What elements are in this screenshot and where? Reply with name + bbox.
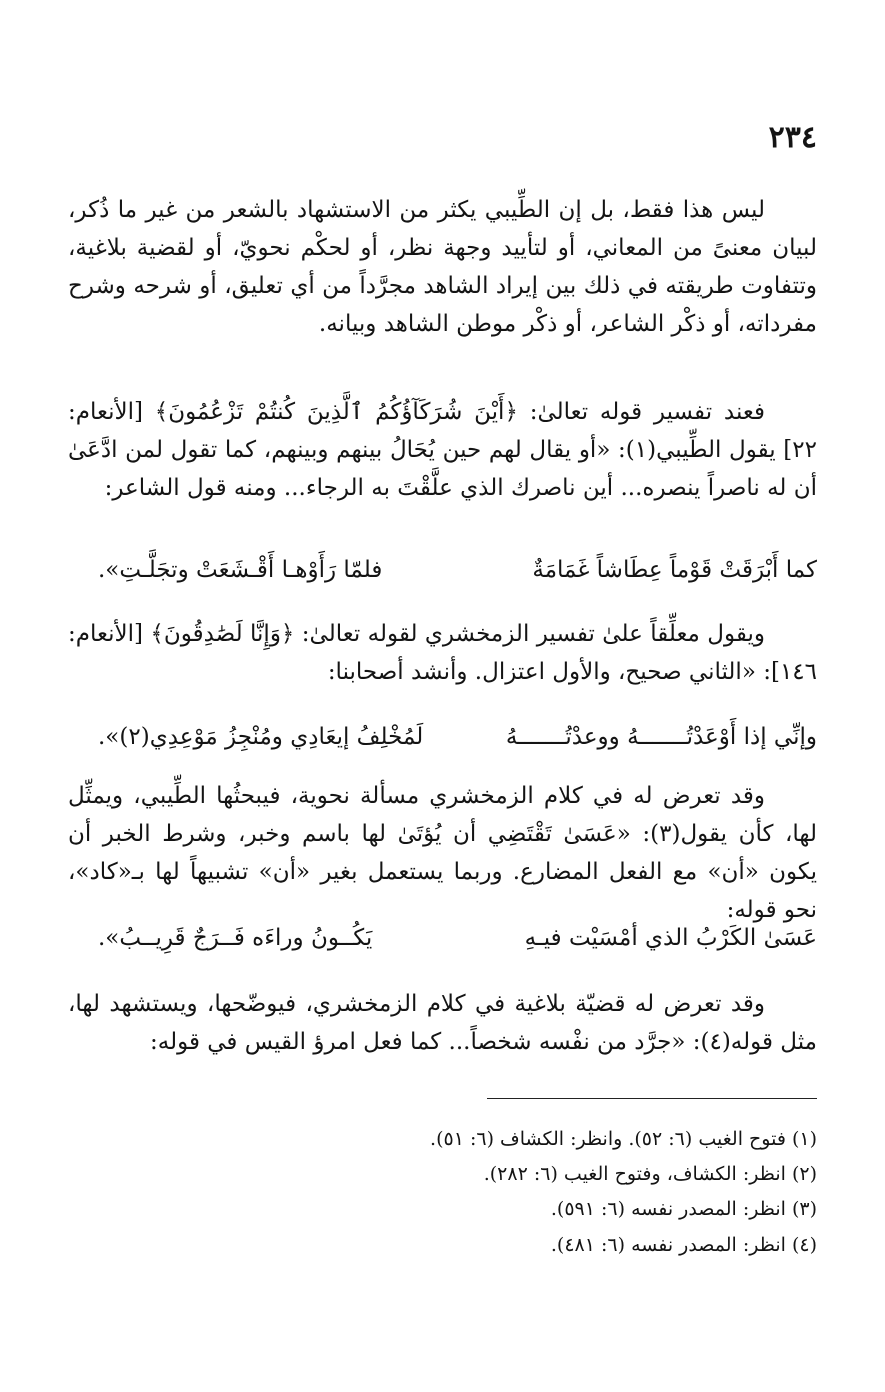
verse-hemistich-left: يَكُــونُ وراءَه فَــرَجٌ قَرِيــبُ». (98, 925, 373, 951)
paragraph-text: ويقول معلِّقاً علىٰ تفسير الزمخشري لقوله تعالىٰ: ﴿وَإِنَّا لَصَٰدِقُونَ﴾ [الأنعام: ١٤٦]: «الثاني صحيح، والأول اعتزال. وأنشد أصحابنا: (68, 621, 817, 685)
footnote-3: (٣) انظر: المصدر نفسه (٦: ٥٩١). (550, 1198, 817, 1220)
paragraph-2 (68, 393, 817, 507)
footnote-separator (487, 1098, 817, 1099)
verse-hemistich-left: لَمُخْلِفُ إيعَادِي ومُنْجِزُ مَوْعِدِي(٢)». (98, 724, 424, 750)
footnote-2: (٢) انظر: الكشاف، وفتوح الغيب (٦: ٢٨٢). (483, 1163, 817, 1185)
verse-hemistich-right: وإنِّي إذا أَوْعَدْتُـــــــهُ ووعدْتُـــــــهُ (505, 724, 817, 750)
paragraph-text: وقد تعرض له قضيّة بلاغية في كلام الزمخشري، فيوضّحها، ويستشهد لها، مثل قوله(٤): «جرَّد من نفْسه شخصاً... كما فعل امرؤ القيس في قوله: (68, 991, 817, 1055)
verse-hemistich-left: فلمّا رَأَوْهـا أَقْـشَعَتْ وتجَلَّـتِ». (98, 557, 383, 583)
paragraph-4 (68, 777, 817, 929)
page-number: ٢٣٤ (768, 120, 817, 155)
verse-hemistich-right: كما أَبْرَقَتْ قَوْماً عِطَاشاً غَمَامَةٌ (532, 557, 817, 583)
paragraph-text: ليس هذا فقط، بل إن الطِّيبي يكثر من الاستشهاد بالشعر من غير ما ذُكر، لبيان معنىً من المعاني، أو لتأييد وجهة نظر، أو لحكْم نحويّ، أو لقضية بلاغية، وتتفاوت طريقته في ذلك بين إيراد الشاهد مجرَّداً من أي تعليق، أو شرحه وشرح مفرداته، أو ذكْر الشاعر، أو ذكْر موطن الشاهد وبيانه. (68, 197, 817, 337)
paragraph-text: فعند تفسير قوله تعالىٰ: ﴿أَيْنَ شُرَكَآؤُكُمُ ٱلَّذِينَ كُنتُمْ تَزْعُمُونَ﴾ [الأنعام: ٢٢] يقول الطِّيبي(١): «أو يقال لهم حين يُحَالُ بينهم وبينهم، كما تقول لمن ادَّعَىٰ أن له ناصراً ينصره... أين ناصرك الذي علَّقْتَ به الرجاء... ومنه قول الشاعر: (68, 399, 817, 501)
verse-1 (98, 550, 817, 590)
paragraph-3 (68, 615, 817, 691)
footnote-4: (٤) انظر: المصدر نفسه (٦: ٤٨١). (550, 1234, 817, 1256)
paragraph-1 (68, 191, 817, 343)
footnote-1: (١) فتوح الغيب (٦: ٥٢). وانظر: الكشاف (٦: ٥١). (430, 1128, 817, 1150)
paragraph-5 (68, 985, 817, 1061)
verse-3 (98, 918, 817, 958)
verse-2 (98, 717, 817, 757)
verse-hemistich-right: عَسَىٰ الكَرْبُ الذي أمْسَيْت فيـهِ (524, 925, 817, 951)
paragraph-text: وقد تعرض له في كلام الزمخشري مسألة نحوية، فيبحثُها الطِّيبي، ويمثِّل لها، كأن يقول(٣): «عَسَىٰ تَقْتَضِي أن يُؤتَىٰ لها باسم وخبر، وشرط الخبر أن يكون «أن» مع الفعل المضارع. وربما يستعمل بغير «أن» تشبيهاً لها بـ«كاد»، نحو قوله: (68, 783, 817, 923)
book-page (68, 0, 817, 1392)
